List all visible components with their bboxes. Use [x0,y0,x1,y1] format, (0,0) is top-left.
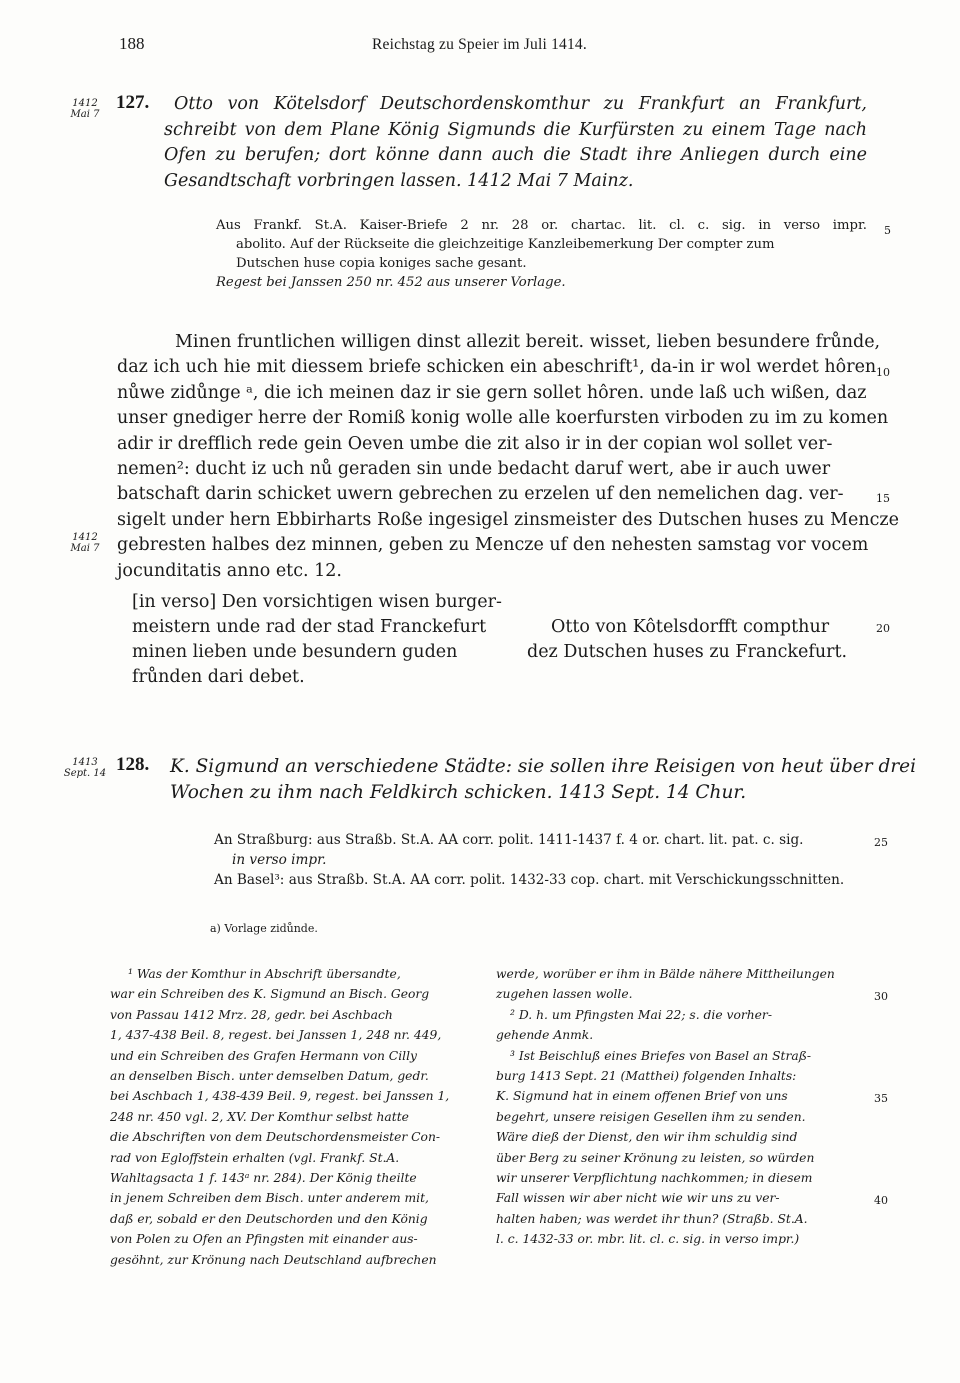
signature-127: Otto von Kôtelsdorfft compthur dez Dutschen huses zu Franckefurt. [527,617,848,662]
line-number-35: 35 [874,1092,888,1105]
source-note-127: Aus Frankf. St.A. Kaiser-Briefe 2 nr. 28 or. chartac. lit. cl. c. sig. in verso impr. abolito. Auf der Rückseite die gleichzeitige Kanzleibemerkung Der compter zum Dutschen huse copia koniges sache gesant. Regest bei Janssen 250 nr. 452 aus unserer Vorlage. [216,218,867,290]
line-number-30: 30 [874,990,888,1003]
line-number-40: 40 [874,1194,888,1207]
line-number-10: 10 [876,366,890,379]
page-number: 188 [119,34,145,53]
margin-date-128: 1413 Sept. 14 [63,757,107,779]
running-title: Reichstag zu Speier im Juli 1414. [372,36,587,53]
document-number-127: 127. [116,92,150,113]
line-number-20: 20 [876,622,890,635]
document-number-128: 128. [116,754,150,775]
line-number-15: 15 [876,492,890,505]
footnotes-right-column: werde, worüber er ihm in Bälde nähere Mittheilungen zugehen lassen wolle. ² D. h. um Pfingsten Mai 22; s. die vorher- gehende Anmk. ³ Ist Beischluß eines Briefes von Basel an Straß- burg 1413 Sept. 21 (Matthei) folgenden Inhalts: K. Sigmund hat in einem offenen Brief von uns begehrt, unsere reisigen Gesellen ihm zu senden. Wäre dieß der Dienst, den wir ihm schuldig sind über Berg zu seiner Krönung zu leisten, so würden wir unserer Verpflichtung nachkommen; in diesem Fall wissen wir aber nicht wie wir uns zu ver- halten haben; was werdet ihr thun? (Straßb. St.A. l. c. 1432-33 or. mbr. lit. cl. c. sig. in verso impr.) [496,967,835,1247]
margin-date-127: 1412 Mai 7 [70,98,100,120]
source-note-128: An Straßburg: aus Straßb. St.A. AA corr. polit. 1411-1437 f. 4 or. chart. lit. pat. c. sig. in verso impr. An Basel³: aus Straßb. St.A. AA corr. polit. 1432-33 cop. chart. mit Verschickungsschnitten. [214,832,845,888]
regest-127: Otto von Kötelsdorf Deutschordenskomthur zu Frankfurt an Frankfurt, schreibt von dem Plane König Sigmunds die Kurfürsten zu einem Tage nach Ofen zu berufen; dort könne dann auch die Stadt ihre Anliegen durch eine Gesandtschaft vorbringen lassen. 1412 Mai 7 Mainz. [164,94,867,191]
margin-date-127-body: 1412 Mai 7 [70,532,100,554]
letter-body-127: Minen fruntlichen willigen dinst allezit bereit. wisset, lieben besundere frůnde, daz ich uch hie mit diessem briefe schicken ein abeschrift¹, da-in ir wol werdet hôren nůwe zidůnge ᵃ, die ich meinen daz ir sie gern sollet hôren. unde laß uch wißen, daz unser gnediger herre der Romiß konig wolle alle koerfursten virboden zu im zu komen adir ir drefflich rede gein Oeven umbe die zit also ir in der copian wol sollet ver- nemen²: ducht iz uch nů geraden sin unde bedacht daruf wert, abe ir auch uwer batschaft darin schicket uwern gebrechen zu erzelen uf den nemelichen dag. ver- sigelt under hern Ebbirharts Roße ingesigel zinsmeister des Dutschen huses zu Mencze gebresten halbes dez minnen, geben zu Mencze uf den nehesten samstag vor vocem jocunditatis anno etc. 12. [117,332,900,581]
line-number-25: 25 [874,836,888,849]
line-number-5: 5 [884,224,891,237]
regest-128: K. Sigmund an verschiedene Städte: sie sollen ihre Reisigen von heut über drei Wochen zu ihm nach Feldkirch schicken. 1413 Sept. 14 Chur. [170,756,917,803]
address-in-verso: [in verso] Den vorsichtigen wisen burger- meistern unde rad der stad Franckefurt minen lieben unde besundern guden frůnden dari debet. [132,592,502,687]
variant-note-a: a) Vorlage zidůnde. [210,922,318,935]
footnotes-left-column: ¹ Was der Komthur in Abschrift übersandte, war ein Schreiben des K. Sigmund an Bisch. Georg von Passau 1412 Mrz. 28, gedr. bei Aschbach 1, 437-438 Beil. 8, regest. bei Janssen 1, 248 nr. 449, und ein Schreiben des Grafen Hermann von Cilly an denselben Bisch. unter demselben Datum, gedr. bei Aschbach 1, 438-439 Beil. 9, regest. bei Janssen 1, 248 nr. 450 vgl. 2, XV. Der Komthur selbst hatte die Abschriften von dem Deutschordensmeister Con- rad von Egloffstein erhalten (vgl. Frankf. St.A. Wahltagsacta 1 f. 143ᵃ nr. 284). Der König theilte in jenem Schreiben dem Bisch. unter anderem mit, daß er, sobald er den Deutschorden und den König von Polen zu Ofen an Pfingsten mit einander aus- gesöhnt, zur Krönung nach Deutschland aufbrechen [110,967,450,1267]
